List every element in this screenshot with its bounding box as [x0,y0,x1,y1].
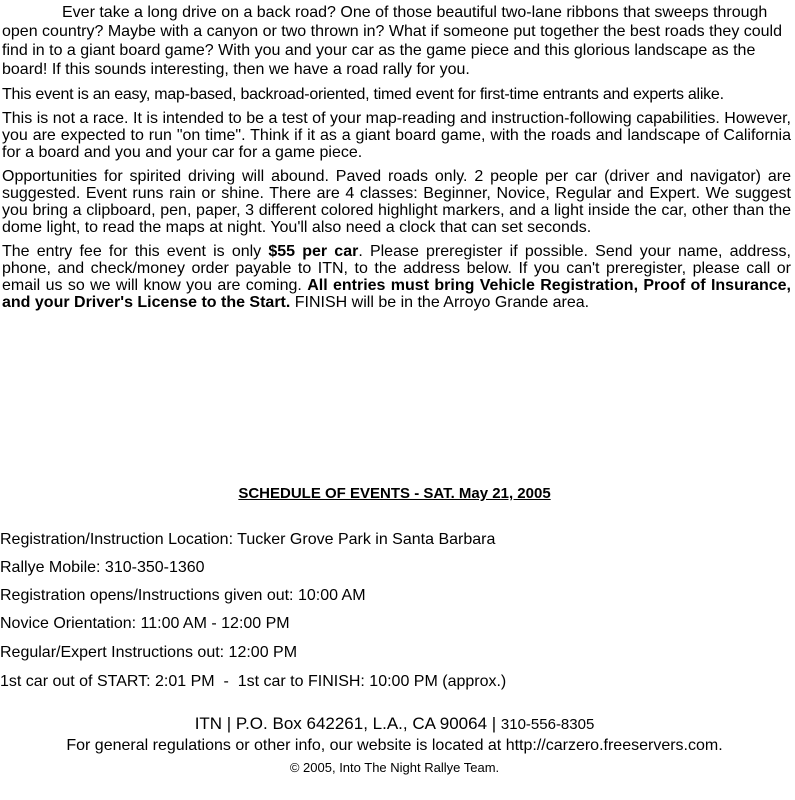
schedule-item-novice-orientation: Novice Orientation: 11:00 AM - 12:00 PM [0,615,290,632]
entry-fee-amount: $55 per car [268,243,359,260]
footer-phone: 310-556-8305 [500,716,595,733]
schedule-item-rallye-mobile: Rallye Mobile: 310-350-1360 [0,559,205,576]
not-a-race-paragraph: This is not a race. It is intended to be a test of your map-reading and instruction-following capabilities. However, you are expected to run "on time". Think if it as a giant board game, with the roads and landscape of California for a board and you and your car for a game piece. [2,110,791,161]
schedule-heading: SCHEDULE OF EVENTS - SAT. May 21, 2005 [238,485,551,502]
driving-info-paragraph: Opportunities for spirited driving will abound. Paved roads only. 2 people per car (driver and navigator) are suggested. Event runs rain or shine. There are 4 classes: Beginner, Novice, Regular and Expert. We suggest you bring a clipboard, pen, paper, 3 different colored highlight markers, and a light inside the car, other than the dome light, to read the maps at night. You'll also need a clock that can set seconds. [2,168,791,236]
entry-fee-paragraph [2,243,791,311]
footer-address: ITN | P.O. Box 642261, L.A., CA 90064 | [194,714,501,733]
entry-fee-text-a: The entry fee for this event is only [2,243,269,260]
footer-address-line [0,714,789,734]
finish-location-text: FINISH will be in the Arroyo Grande area. [290,294,590,311]
required-documents-notice: All entries must bring Vehicle Registration, Proof of Insurance, and your Driver's License to the Start. [2,277,791,311]
footer-copyright: © 2005, Into The Night Rallye Team. [289,760,500,775]
schedule-item-location: Registration/Instruction Location: Tucker Grove Park in Santa Barbara [0,531,496,548]
footer-website-line: For general regulations or other info, our website is located at http://carzero.freeservers.com. [66,737,723,754]
flyer-page [2,0,791,311]
schedule-item-registration: Registration opens/Instructions given out: 10:00 AM [0,587,366,604]
event-description-paragraph: This event is an easy, map-based, backroad-oriented, timed event for first-time entrants and experts alike. [2,86,724,103]
schedule-item-start-finish: 1st car out of START: 2:01 PM - 1st car to FINISH: 10:00 PM (approx.) [0,673,507,690]
schedule-item-regular-expert: Regular/Expert Instructions out: 12:00 PM [0,644,298,661]
entry-fee-text-b: . Please preregister if possible. Send your name, address, phone, and check/money order payable to ITN, to the address below. If you can't preregister, please call or email us so we will know you are coming. [2,243,792,294]
intro-paragraph: Ever take a long drive on a back road? One of those beautiful two-lane ribbons that sweeps through open country? Maybe with a canyon or two thrown in? What if someone put together the best roads they could find in to a giant board game? With you and your car as the game piece and this glorious landscape as the board! If this sounds interesting, then we have a road rally for you. [2,4,783,78]
